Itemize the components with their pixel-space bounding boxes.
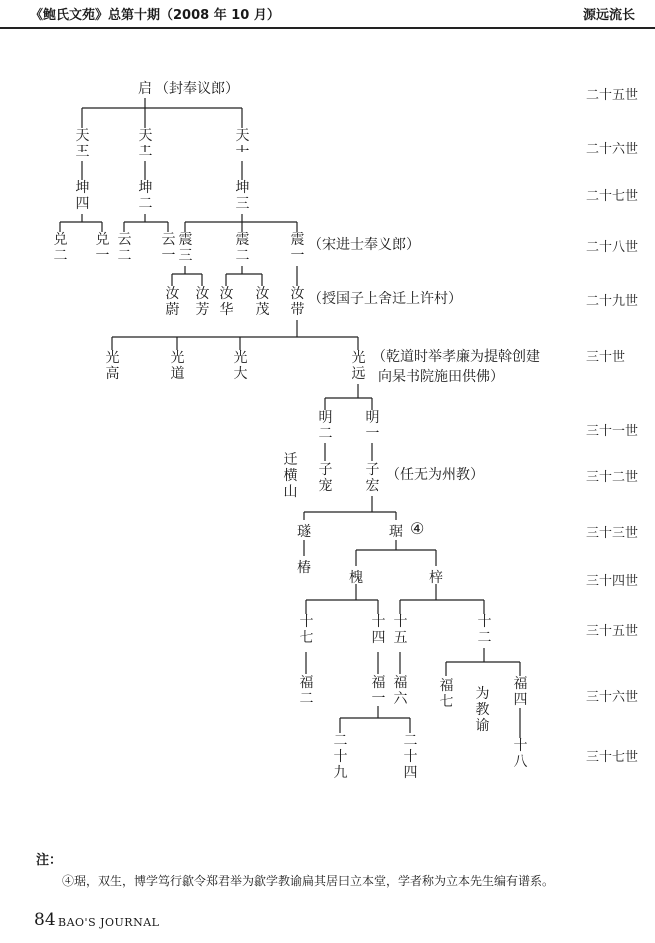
node-rumao: 汝茂 [255, 286, 270, 318]
node-ming1: 明一 [365, 410, 380, 442]
node-note: （宋进士奉义郎） [308, 237, 420, 253]
generation-label: 三十三世 [586, 526, 639, 541]
node-zhen2: 震二 [235, 232, 250, 264]
generation-label: 二十八世 [586, 240, 639, 255]
node-shisi: 十四 [371, 614, 386, 646]
node-guang-yuan: 光远 [351, 350, 366, 382]
footnote-title: 注： [36, 853, 63, 868]
footnote-marker: ④ [410, 519, 425, 538]
journal-issue-header: 《鲍氏文苑》总第十期（2008 年 10 月） [30, 8, 280, 23]
node-guang-gao: 光高 [105, 350, 120, 382]
node-rufang: 汝芳 [195, 286, 210, 318]
node-ruhua: 汝华 [219, 286, 234, 318]
node-shiqi: 十七 [299, 614, 314, 646]
node-note: （封奉议郎） [155, 81, 239, 97]
node-shiwu: 十五 [393, 614, 408, 646]
node-tian3: 天三 [75, 128, 90, 160]
node-kui: 槐 [349, 570, 363, 586]
node-kun4: 坤四 [75, 180, 90, 212]
generation-label: 三十四世 [586, 574, 639, 589]
node-zi: 梓 [429, 570, 443, 586]
node-guang-dao: 光道 [170, 350, 185, 382]
node-zhen3: 震三 [178, 232, 193, 264]
node-ershijiu: 二十九 [333, 733, 348, 781]
generation-label: 二十五世 [586, 88, 639, 103]
node-note: 为教谕 [475, 686, 490, 734]
node-dui2: 兑二 [53, 232, 68, 264]
node-note: （任无为州教） [386, 467, 484, 483]
node-note: （授国子上舍迁上许村） [308, 291, 462, 307]
node-note: （乾道时举孝廉为提斡创建 [372, 349, 540, 365]
generation-label: 三十六世 [586, 690, 639, 705]
node-ming2: 明二 [318, 410, 333, 442]
node-shiba: 十八 [513, 738, 528, 770]
generation-label: 二十七世 [586, 189, 639, 204]
generation-label: 三十一世 [586, 424, 639, 439]
page-number: 84 [34, 910, 56, 930]
node-yun2: 云二 [117, 232, 132, 264]
node-dui1: 兑一 [95, 232, 110, 264]
node-tian1: 天一 [235, 128, 250, 160]
node-jin: 璲 [297, 524, 311, 540]
node-fu6: 福六 [393, 675, 408, 707]
generation-label: 三十七世 [586, 750, 639, 765]
section-title: 源远流长 [582, 8, 635, 23]
node-kun3: 坤三 [235, 180, 250, 212]
node-shier: 十二 [477, 614, 492, 646]
node-fu7: 福七 [439, 678, 454, 710]
footnote-text: ④琚，双生，博学笃行歙令郑君举为歙学教谕扁其居曰立本堂，学者称为立本先生编有谱系。 [62, 874, 555, 888]
node-rudai: 汝带 [290, 286, 305, 318]
generation-label: 三十五世 [586, 624, 639, 639]
node-zhen1: 震一 [290, 232, 305, 264]
node-ju: 琚 [389, 524, 403, 540]
node-ershisi: 二十四 [403, 733, 418, 781]
node-ruwei: 汝蔚 [165, 286, 180, 318]
generation-label: 二十六世 [586, 142, 639, 157]
node-zihong: 子宏 [365, 462, 380, 494]
node-fu2: 福二 [299, 675, 314, 707]
node-fu1: 福一 [371, 675, 386, 707]
node-kun2: 坤二 [138, 180, 153, 212]
node-chun: 椿 [297, 560, 311, 576]
node-note: 向杲书院施田供佛） [378, 369, 504, 385]
generation-label: 三十世 [586, 350, 626, 365]
node-guang-da: 光大 [233, 350, 248, 382]
generation-label: 二十九世 [586, 294, 639, 309]
node-zichong: 子宠 [318, 462, 333, 494]
node-tian2: 天二 [138, 128, 153, 160]
node-yun1: 云一 [161, 232, 176, 264]
node-qian-hengshan: 迁横山 [283, 452, 298, 500]
node-qi: 启 [138, 81, 152, 97]
node-fu4: 福四 [513, 676, 528, 708]
journal-name: BAO'S JOURNAL [58, 916, 160, 929]
generation-label: 三十二世 [586, 470, 639, 485]
